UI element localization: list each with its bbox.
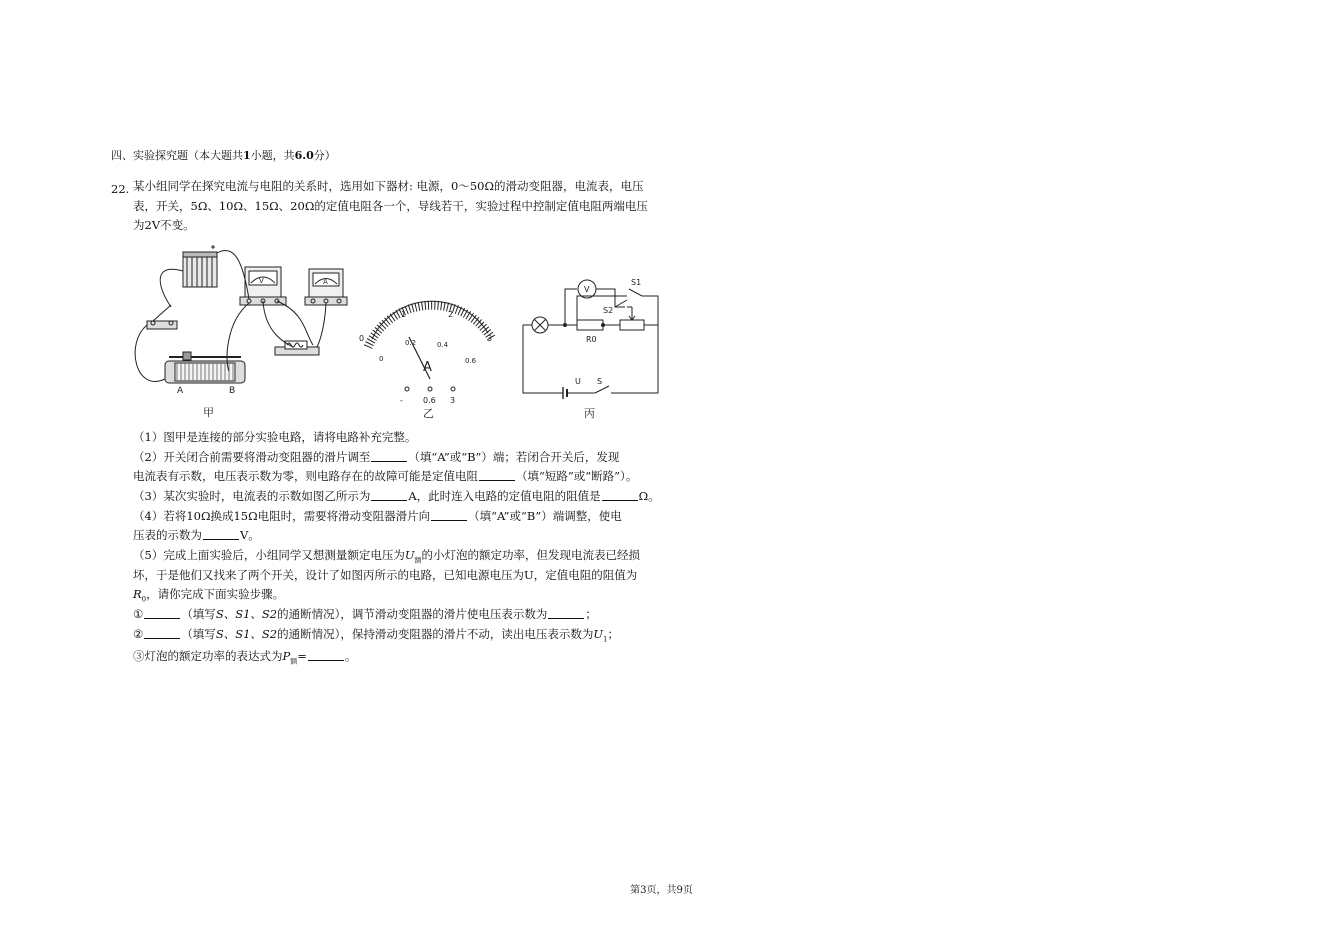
- answer-blank[interactable]: [479, 468, 515, 481]
- answer-blank[interactable]: [144, 606, 180, 619]
- switch-icon: [147, 305, 177, 329]
- figure-yi: [368, 301, 492, 391]
- svg-text:V: V: [584, 285, 590, 294]
- answer-blank[interactable]: [203, 527, 239, 540]
- part-5-line-2: 坏，于是他们又找来了两个开关，设计了如图丙所示的电路，已知电源电压为U，定值电阻的阻值为: [133, 568, 638, 582]
- part-5-line-3: $R_0$，请你完成下面实验步骤。: [133, 587, 285, 604]
- part-3: （3）某次实验时，电流表的示数如图乙所示为 A，此时连入电路的定值电阻的阻值是 Ω。: [133, 489, 660, 503]
- section-title: 四、实验探究题（本大题共1小题，共6.0分）: [111, 149, 336, 162]
- svg-text:S: S: [597, 377, 603, 386]
- answer-blank[interactable]: [371, 488, 407, 501]
- svg-text:0.2: 0.2: [405, 339, 417, 347]
- svg-text:3: 3: [487, 334, 493, 343]
- r0-resistor: [577, 320, 603, 330]
- dial-arc: [368, 305, 492, 347]
- step-1: ① （填写S、S1、S2的通断情况），调节滑动变阻器的滑片使电压表示数为 ；: [133, 607, 597, 621]
- svg-text:0.4: 0.4: [437, 341, 449, 349]
- svg-text:0.6: 0.6: [465, 357, 477, 365]
- answer-blank[interactable]: [431, 508, 467, 521]
- part-2-line-2: 电流表有示数，电压表示数为零，则电路存在的故障可能是定值电阻 （填“短路”或“断路”）。: [133, 469, 638, 483]
- part-2-line-1: （2）开关闭合前需要将滑动变阻器的滑片调至 （填“A”或“B”）端；若闭合开关后，发现: [133, 450, 620, 464]
- step-2: ② （填写S、S1、S2的通断情况），保持滑动变阻器的滑片不动，读出电压表示数为$U_1$；: [133, 627, 620, 644]
- figure-label-yi: 乙: [423, 407, 434, 420]
- rheostat-symbol: [620, 320, 644, 330]
- figure-label-jia: 甲: [203, 406, 214, 419]
- answer-blank[interactable]: [371, 449, 407, 462]
- voltmeter-letter: V: [259, 277, 264, 285]
- svg-text:S2: S2: [603, 306, 614, 315]
- figure-label-bing: 丙: [584, 407, 595, 420]
- dial-unit: A: [423, 360, 432, 375]
- rheostat-terminal-b: B: [229, 386, 236, 396]
- svg-text:3: 3: [450, 396, 456, 405]
- answer-blank[interactable]: [602, 488, 638, 501]
- svg-text:1: 1: [401, 310, 407, 319]
- svg-text:2: 2: [448, 310, 454, 319]
- ammeter-letter: A: [323, 278, 328, 286]
- answer-blank[interactable]: [308, 648, 344, 661]
- svg-text:-: -: [400, 396, 403, 405]
- rheostat-icon: [165, 352, 245, 383]
- svg-text:U: U: [575, 377, 581, 386]
- page-footer: 第3页，共9页: [630, 885, 693, 896]
- rheostat-terminal-a: A: [177, 386, 184, 396]
- part-4-line-1: （4）若将10Ω换成15Ω电阻时，需要将滑动变阻器滑片向 （填“A”或“B”）端调整，使电: [133, 509, 622, 523]
- svg-text:0.6: 0.6: [423, 396, 436, 405]
- part-5-line-1: （5）完成上面实验后，小组同学又想测量额定电压为$U_额$的小灯泡的额定功率，但发现电流表已经损: [133, 548, 641, 565]
- answer-blank[interactable]: [144, 626, 180, 639]
- part-4-line-2: 压表的示数为 V。: [133, 528, 260, 542]
- question-number: 22.: [111, 182, 130, 196]
- intro-line-3: 为2V不变。: [133, 218, 195, 232]
- step-3: ③灯泡的额定功率的表达式为$P_额=$ 。: [133, 649, 357, 666]
- svg-text:0: 0: [359, 334, 365, 343]
- battery-icon: [183, 245, 217, 287]
- ammeter-icon: [305, 269, 347, 305]
- figure-jia: [135, 245, 347, 383]
- answer-blank[interactable]: [548, 606, 584, 619]
- question-intro: [133, 177, 648, 236]
- svg-text:S1: S1: [631, 278, 642, 287]
- intro-line-1: 某小组同学在探究电流与电阻的关系时，选用如下器材: 电源，0～50Ω的滑动变阻器，电流表，电压: [133, 179, 644, 193]
- svg-text:0: 0: [379, 355, 384, 363]
- experiment-figure: [125, 243, 665, 425]
- part-1: （1）图甲是连接的部分实验电路，请将电路补充完整。: [133, 430, 417, 444]
- svg-text:R0: R0: [586, 335, 597, 344]
- intro-line-2: 表，开关，5Ω、10Ω、15Ω、20Ω的定值电阻各一个，导线若干，实验过程中控制定值电阻两端电压: [133, 198, 648, 213]
